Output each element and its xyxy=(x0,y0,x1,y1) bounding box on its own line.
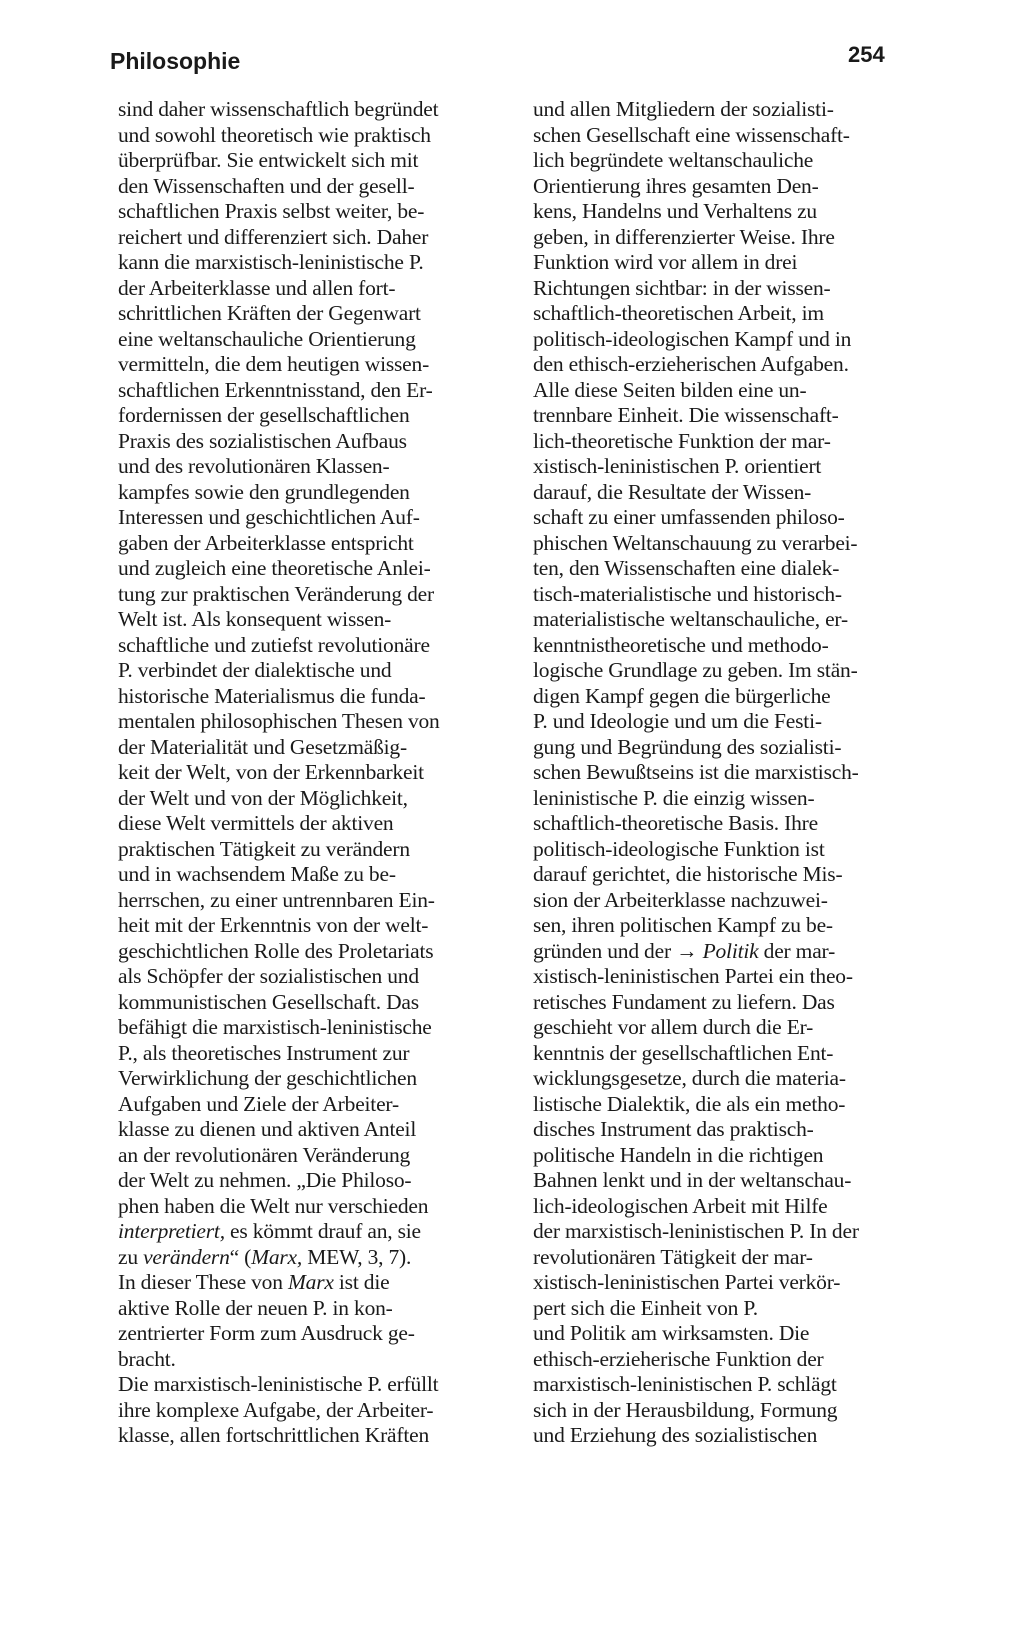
text-line: digen Kampf gegen die bürgerliche xyxy=(533,683,831,708)
text-line: tisch-materialistische und historisch- xyxy=(533,581,842,606)
page-header-title: Philosophie xyxy=(110,48,241,74)
text-line: schaftlichen Praxis selbst weiter, be- xyxy=(118,199,425,223)
text-line: befähigt die marxistisch-leninistische xyxy=(118,1015,432,1039)
text-line: wicklungsgesetze, durch die materia- xyxy=(533,1066,846,1090)
text-line: mentalen philosophischen Thesen von xyxy=(118,709,440,733)
text-line: heit mit der Erkenntnis von der welt- xyxy=(118,913,429,937)
text-line: xistisch-leninistischen Partei ein theo- xyxy=(533,964,853,988)
text-line: fordernissen der gesellschaftlichen xyxy=(118,403,410,427)
text-line: kens, Handelns und Verhaltens zu xyxy=(533,199,817,223)
text-line: kampfes sowie den grundlegenden xyxy=(118,479,410,504)
text-line: geben, in differenzierter Weise. Ihre xyxy=(533,224,835,249)
text-line: und sowohl theoretisch wie praktisch xyxy=(118,122,431,147)
text-line: Praxis des sozialistischen Aufbaus xyxy=(118,428,407,453)
text-line: trennbare Einheit. Die wissenschaft- xyxy=(533,403,839,427)
text-line: der Welt und von der Möglichkeit, xyxy=(118,785,408,810)
text-line: historische Materialismus die funda- xyxy=(118,683,426,708)
text-line: revolutionären Tätigkeit der mar- xyxy=(533,1244,813,1269)
text-line: gung und Begründung des sozialisti- xyxy=(533,734,842,759)
text-line: gaben der Arbeiterklasse entspricht xyxy=(118,530,414,555)
text-line: klasse zu dienen und aktiven Anteil xyxy=(118,1117,417,1141)
text-line: herrschen, zu einer untrennbaren Ein- xyxy=(118,887,435,912)
text-line: den ethisch-erzieherischen Aufgaben. xyxy=(533,352,849,376)
text-line: darauf gerichtet, die historische Mis- xyxy=(533,862,843,886)
left-text-column xyxy=(118,97,508,1449)
text-line: xistisch-leninistischen P. orientiert xyxy=(533,454,822,478)
text-line: an der revolutionären Veränderung xyxy=(118,1142,411,1167)
text-line: disches Instrument das praktisch- xyxy=(533,1117,814,1141)
text-line: kenntnis der gesellschaftlichen Ent- xyxy=(533,1040,834,1065)
text-line: der marxistisch-leninistischen P. In der xyxy=(533,1219,859,1243)
text-line: xistisch-leninistischen Partei verkör- xyxy=(533,1270,841,1294)
text-line: P. und Ideologie und um die Festi- xyxy=(533,709,822,733)
text-line: kenntnistheoretische und methodo- xyxy=(533,632,829,657)
text-line: sind daher wissenschaftlich begründet xyxy=(118,97,439,121)
text-line: politisch-ideologische Funktion ist xyxy=(533,836,825,861)
text-line: ihre komplexe Aufgabe, der Arbeiter- xyxy=(118,1397,434,1422)
text-line: schaft zu einer umfassenden philoso- xyxy=(533,505,845,529)
text-line: pert sich die Einheit von P. xyxy=(533,1295,758,1320)
right-text-column xyxy=(533,97,923,1449)
text-line: kann die marxistisch-leninistische P. xyxy=(118,250,424,274)
text-line: listische Dialektik, die als ein metho- xyxy=(533,1091,846,1116)
text-line: phischen Weltanschauung zu verarbei- xyxy=(533,530,858,555)
text-line: schaftlich-theoretische Basis. Ihre xyxy=(533,811,818,835)
text-line: tung zur praktischen Veränderung der xyxy=(118,581,434,606)
text-line: interpretiert, es kömmt drauf an, sie xyxy=(118,1219,421,1243)
text-line: und in wachsendem Maße zu be- xyxy=(118,862,396,886)
text-line: materialistische weltanschauliche, er- xyxy=(533,607,848,631)
text-line: und Politik am wirksamsten. Die xyxy=(533,1321,810,1345)
text-line: marxistisch-leninistischen P. schlägt xyxy=(533,1372,837,1396)
text-line: lich-theoretische Funktion der mar- xyxy=(533,428,831,453)
text-line: Interessen und geschichtlichen Auf- xyxy=(118,505,420,529)
text-line: retisches Fundament zu liefern. Das xyxy=(533,989,835,1014)
text-line: Orientierung ihres gesamten Den- xyxy=(533,173,819,198)
text-line: geschichtlichen Rolle des Proletariats xyxy=(118,938,434,963)
text-line: eine weltanschauliche Orientierung xyxy=(118,326,416,351)
text-line: kommunistischen Gesellschaft. Das xyxy=(118,989,419,1014)
text-line: P., als theoretisches Instrument zur xyxy=(118,1040,410,1065)
text-line: sen, ihren politischen Kampf zu be- xyxy=(533,913,833,937)
text-line: darauf, die Resultate der Wissen- xyxy=(533,479,812,504)
text-line: phen haben die Welt nur verschieden xyxy=(118,1193,429,1218)
text-line: P. verbindet der dialektische und xyxy=(118,658,392,682)
text-line: und Erziehung des sozialistischen xyxy=(533,1423,818,1447)
text-line: zentrierter Form zum Ausdruck ge- xyxy=(118,1321,415,1345)
text-line: vermitteln, die dem heutigen wissen- xyxy=(118,352,430,376)
text-line: aktive Rolle der neuen P. in kon- xyxy=(118,1295,393,1320)
text-line: bracht. xyxy=(118,1346,176,1371)
text-line: praktischen Tätigkeit zu verändern xyxy=(118,836,410,861)
page-number: 254 xyxy=(848,42,885,67)
text-line: schen Bewußtseins ist die marxistisch- xyxy=(533,760,859,784)
text-line: sich in der Herausbildung, Formung xyxy=(533,1397,838,1422)
text-line: Richtungen sichtbar: in der wissen- xyxy=(533,275,831,300)
text-line: Alle diese Seiten bilden eine un- xyxy=(533,377,807,402)
text-line: schen Gesellschaft eine wissenschaft- xyxy=(533,122,850,147)
text-line: Die marxistisch-leninistische P. erfüllt xyxy=(118,1372,439,1396)
text-line: überprüfbar. Sie entwickelt sich mit xyxy=(118,148,419,172)
text-line: Verwirklichung der geschichtlichen xyxy=(118,1066,417,1090)
text-line: keit der Welt, von der Erkennbarkeit xyxy=(118,760,424,784)
text-line: lich-ideologischen Arbeit mit Hilfe xyxy=(533,1193,828,1218)
text-line: In dieser These von Marx ist die xyxy=(118,1270,390,1294)
text-line: logische Grundlage zu geben. Im stän- xyxy=(533,658,858,682)
text-line: als Schöpfer der sozialistischen und xyxy=(118,964,419,988)
text-line: schaftliche und zutiefst revolutionäre xyxy=(118,632,430,657)
text-line: leninistische P. die einzig wissen- xyxy=(533,785,815,810)
text-line: den Wissenschaften und der gesell- xyxy=(118,173,415,198)
text-line: politische Handeln in die richtigen xyxy=(533,1142,824,1167)
text-line: geschieht vor allem durch die Er- xyxy=(533,1015,814,1039)
text-line: Bahnen lenkt und in der weltanschau- xyxy=(533,1168,852,1192)
text-line: ethisch-erzieherische Funktion der xyxy=(533,1346,824,1371)
text-line: schrittlichen Kräften der Gegenwart xyxy=(118,301,421,325)
text-line: sion der Arbeiterklasse nachzuwei- xyxy=(533,887,828,912)
text-line: Welt ist. Als konsequent wissen- xyxy=(118,607,392,631)
text-line: der Materialität und Gesetzmäßig- xyxy=(118,734,407,759)
text-line: politisch-ideologischen Kampf und in xyxy=(533,326,852,351)
text-line: ten, den Wissenschaften eine dialek- xyxy=(533,556,840,580)
text-line: reichert und differenziert sich. Daher xyxy=(118,224,429,249)
text-line: schaftlichen Erkenntnisstand, den Er- xyxy=(118,377,433,402)
text-line: Funktion wird vor allem in drei xyxy=(533,250,798,274)
text-line: schaftlich-theoretischen Arbeit, im xyxy=(533,301,824,325)
text-line: lich begründete weltanschauliche xyxy=(533,148,814,172)
text-line: und zugleich eine theoretische Anlei- xyxy=(118,556,431,580)
text-line: Aufgaben und Ziele der Arbeiter- xyxy=(118,1091,399,1116)
text-line: klasse, allen fortschrittlichen Kräften xyxy=(118,1423,429,1447)
text-line: zu verändern“ (Marx, MEW, 3, 7). xyxy=(118,1244,412,1269)
text-line: der Welt zu nehmen. „Die Philoso- xyxy=(118,1168,412,1192)
text-line: und allen Mitgliedern der sozialisti- xyxy=(533,97,834,121)
text-line: der Arbeiterklasse und allen fort- xyxy=(118,275,396,300)
text-line: diese Welt vermittels der aktiven xyxy=(118,811,394,835)
text-line: und des revolutionären Klassen- xyxy=(118,454,390,478)
text-line: gründen und der → Politik der mar- xyxy=(533,938,836,963)
